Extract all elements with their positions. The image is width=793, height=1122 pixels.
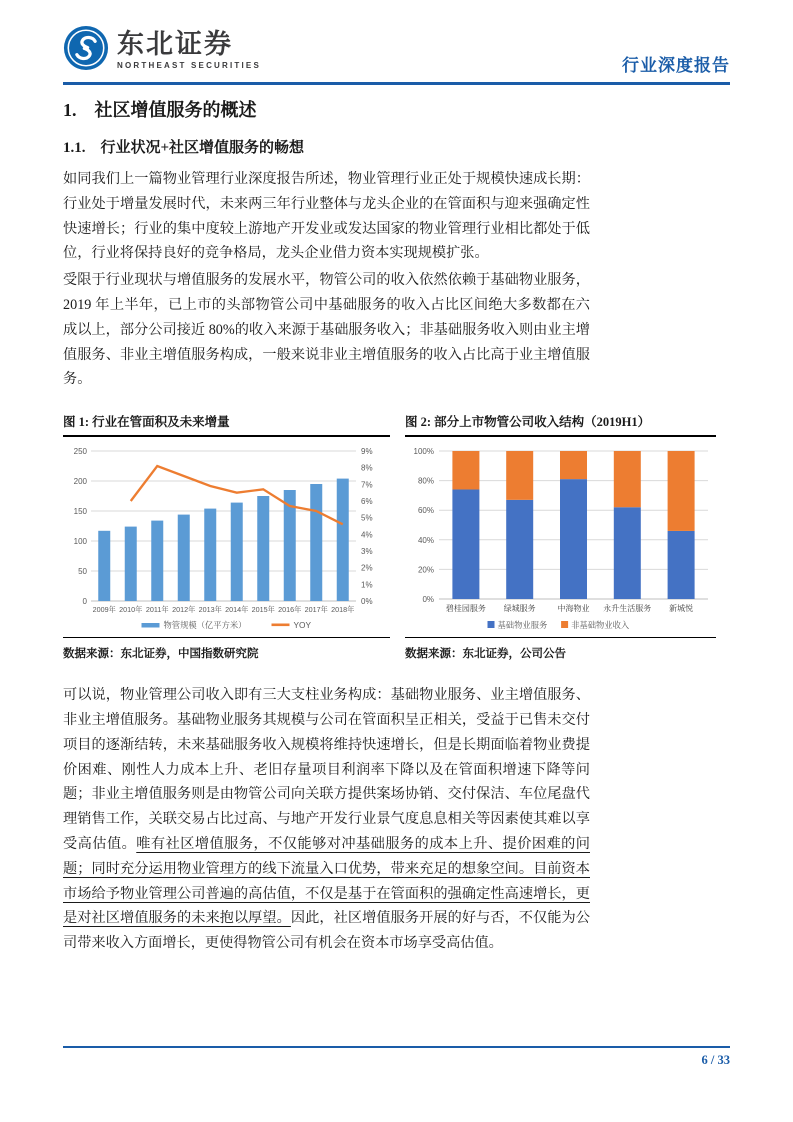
svg-text:2012年: 2012年 (172, 605, 196, 615)
svg-text:新城悦: 新城悦 (669, 604, 694, 614)
subsection-title: 1.1. 行业状况+社区增值服务的畅想 (63, 140, 305, 156)
svg-text:0%: 0% (422, 595, 434, 605)
svg-text:7%: 7% (361, 480, 373, 490)
svg-text:2018年: 2018年 (331, 605, 355, 615)
svg-text:6%: 6% (361, 497, 373, 507)
brand-name-cn: 东北证券 (117, 29, 233, 59)
svg-text:4%: 4% (361, 530, 373, 540)
svg-text:2015年: 2015年 (251, 605, 275, 615)
svg-text:永升生活服务: 永升生活服务 (603, 604, 652, 614)
page-number: 6 / 33 (701, 1053, 730, 1067)
svg-text:2013年: 2013年 (198, 605, 222, 615)
figure-2-title: 图 2: 部分上市物管公司收入结构（2019H1） (405, 410, 716, 437)
brand-name-en: NORTHEAST SECURITIES (117, 61, 262, 70)
svg-text:2011年: 2011年 (145, 605, 169, 615)
svg-text:60%: 60% (417, 506, 434, 516)
svg-text:2%: 2% (361, 563, 373, 573)
svg-text:碧桂园服务: 碧桂园服务 (445, 604, 486, 614)
figure-1-source: 数据来源：东北证券，中国指数研究院 (63, 648, 259, 661)
svg-text:2017年: 2017年 (304, 605, 328, 615)
svg-text:0: 0 (82, 597, 87, 607)
page-footer (63, 1046, 730, 1069)
svg-text:80%: 80% (417, 476, 434, 486)
brand-logo (63, 25, 261, 76)
figure-1-chart-canvas (63, 441, 390, 635)
svg-text:YOY: YOY (293, 620, 312, 631)
paragraph-3: 可以说，物业管理公司收入即有三大支柱业务构成：基础物业服务、业主增值服务、非业主增值服务。基础物业服务其规模与公司在管面积呈正相关，受益于已售未交付项目的逐渐结转，未来基础服务收入规模将维持快速增长，但是长期面临着物业费提价困难、刚性人力成本上升、老旧存量项目利润率下降以及在管面积增速下降等问题；非业主增值服务则是由物管公司向关联方提供案场协销、交付保洁、车位尾盘代理销售工作，关联交易占比过高、与地产开发行业景气度息息相关等因素使其难以享受高估值。唯有社区增值服务，不仅能够对冲基础服务的成本上升、提价困难的问题；同时充分运用物业管理方的线下流量入口优势，带来充足的想象空间。目前资本市场给予物业管理公司普遍的高估值，不仅是基于在管面积的强确定性高速增长，更是对社区增值服务的未来抱以厚望。因此，社区增值服务开展的好与否，不仅能为公司带来收入方面增长，更使得物管公司有机会在资本市场享受高估值。 (63, 687, 590, 952)
svg-text:9%: 9% (361, 447, 373, 457)
svg-text:100: 100 (73, 537, 87, 547)
svg-text:8%: 8% (361, 463, 373, 473)
svg-text:0%: 0% (361, 597, 373, 607)
svg-text:50: 50 (78, 567, 87, 577)
section-title: 1. 社区增值服务的概述 (63, 100, 257, 120)
svg-text:20%: 20% (417, 565, 434, 575)
svg-text:中海物业: 中海物业 (557, 604, 590, 614)
svg-text:物管规模（亿平方米）: 物管规模（亿平方米） (163, 620, 247, 631)
paragraph-1: 如同我们上一篇物业管理行业深度报告所述，物业管理行业正处于规模快速成长期：行业处于增量发展时代，未来两三年行业整体与龙头企业的在管面积与迎来强确定性快速增长；行业的集中度较上游地产开发业或发达国家的物业管理行业相比都处于低位，行业将保持良好的竞争格局，龙头企业借力资本实现规模扩张。 (63, 171, 590, 262)
brand-logo-icon (63, 25, 109, 76)
figure-2 (405, 410, 716, 661)
svg-text:2009年: 2009年 (92, 605, 116, 615)
svg-text:2016年: 2016年 (278, 605, 302, 615)
svg-text:1%: 1% (361, 580, 373, 590)
svg-text:非基础物业收入: 非基础物业收入 (571, 620, 630, 631)
svg-text:250: 250 (73, 447, 87, 457)
figure-2-chart-canvas (405, 441, 716, 635)
svg-text:40%: 40% (417, 535, 434, 545)
svg-text:5%: 5% (361, 513, 373, 523)
svg-text:绿城服务: 绿城服务 (503, 604, 536, 614)
brand-text (117, 31, 261, 70)
svg-text:3%: 3% (361, 547, 373, 557)
svg-text:150: 150 (73, 507, 87, 517)
svg-text:基础物业服务: 基础物业服务 (497, 620, 548, 631)
report-type-label: 行业深度报告 (622, 56, 730, 75)
svg-text:2014年: 2014年 (225, 605, 249, 615)
svg-text:200: 200 (73, 477, 87, 487)
content-area (63, 96, 730, 958)
figure-1-title: 图 1: 行业在管面积及未来增量 (63, 410, 390, 437)
svg-text:100%: 100% (413, 447, 434, 457)
figures-row (63, 410, 730, 661)
page-header (63, 18, 730, 85)
figure-1 (63, 410, 390, 661)
paragraph-2: 受限于行业现状与增值服务的发展水平，物管公司的收入依然依赖于基础物业服务，2019 年上半年，已上市的头部物管公司中基础服务的收入占比区间绝大多数都在六成以上，部分公司接近 80%的收入来源于基础服务收入；非基础服务收入则由业主增值服务、非业主增值服务构成，一般来说非业主增值服务的收入占比高于业主增值服务。 (63, 272, 590, 388)
figure-2-source: 数据来源：东北证券，公司公告 (405, 648, 566, 661)
svg-text:2010年: 2010年 (119, 605, 143, 615)
